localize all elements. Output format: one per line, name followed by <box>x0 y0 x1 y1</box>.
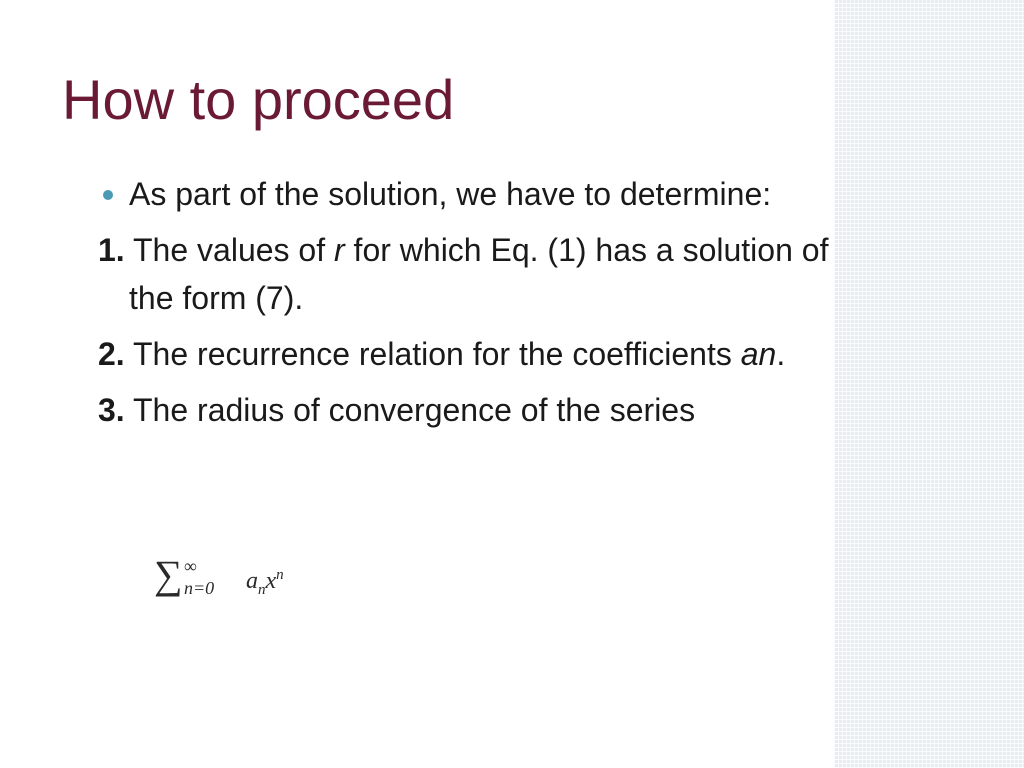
coefficient: a <box>246 568 258 594</box>
list-item-1 <box>98 226 858 322</box>
intro-text: As part of the solution, we have to determine: <box>129 176 772 212</box>
series-term <box>246 561 284 604</box>
item-text-after: for which Eq. (1) has a solution of the form (7). <box>129 232 829 316</box>
item-italic-term: r <box>334 232 345 268</box>
series-formula <box>154 552 324 605</box>
upper-limit: ∞ <box>184 556 197 576</box>
variable: x <box>265 568 277 594</box>
coefficient-subscript: n <box>258 581 266 598</box>
variable-exponent: n <box>276 567 284 583</box>
slide-title: How to proceed <box>62 68 455 131</box>
item-text-before: The values of <box>133 232 334 268</box>
side-pattern-panel <box>834 0 1024 768</box>
list-item-3 <box>98 386 858 434</box>
item-number: 3. <box>98 392 125 428</box>
summation-sign: ∑ <box>154 552 183 597</box>
item-text-before: The radius of convergence of the series <box>133 392 696 428</box>
item-text-before: The recurrence relation for the coefficients <box>133 336 741 372</box>
item-number: 2. <box>98 336 125 372</box>
slide-content <box>98 170 858 442</box>
list-item-2 <box>98 330 858 378</box>
item-number: 1. <box>98 232 125 268</box>
lower-limit: n=0 <box>184 578 215 598</box>
bullet-dot-icon <box>103 190 113 200</box>
item-text-after: . <box>776 336 786 372</box>
intro-bullet <box>98 170 858 218</box>
item-italic-term: an <box>740 336 777 372</box>
